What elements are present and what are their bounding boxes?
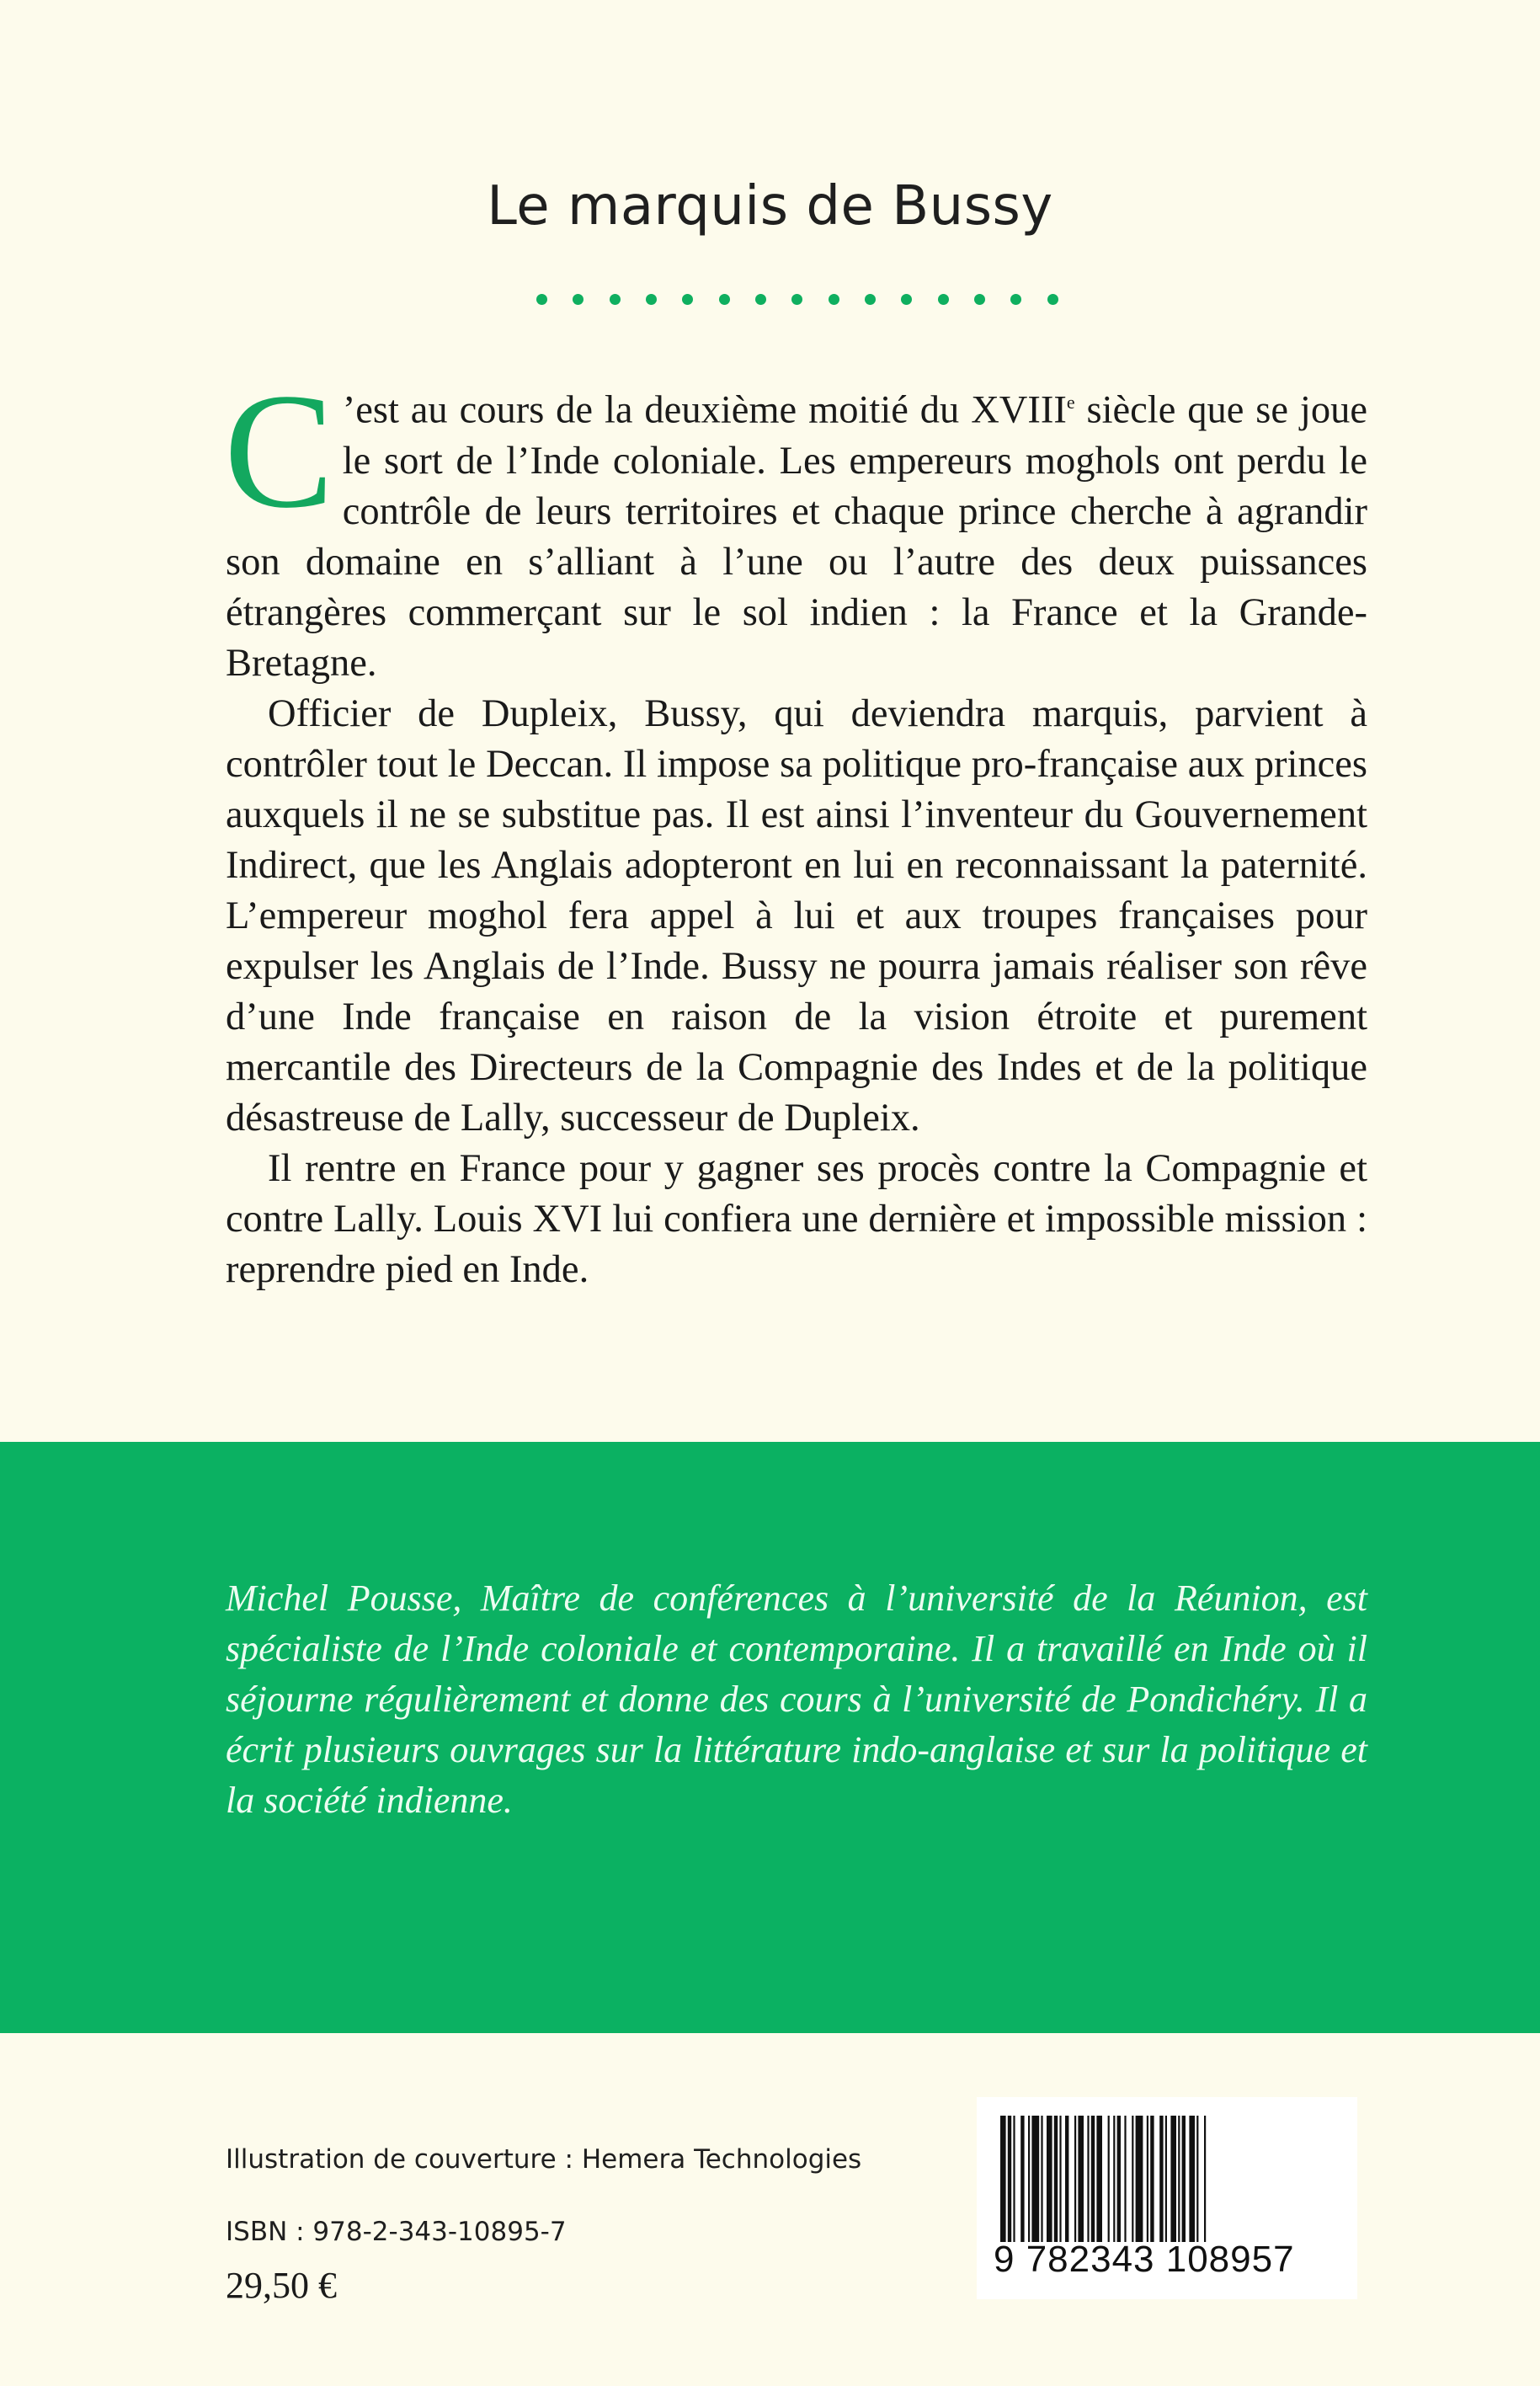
author-bio: Michel Pousse, Maître de conférences à l’université de la Réunion, est spécialiste de l’Inde coloniale et contemporaine. Il a travaillé en Inde où il séjourne régulièrement et donne des cours à l’université de Pondichéry. Il a écrit plusieurs ouvrages sur la littérature indo-anglaise et sur la politique et la société indienne. [226,1577,1367,1821]
isbn-number: ISBN : 978-2-343-10895-7 [226,2217,567,2247]
divider-dot [1010,294,1021,305]
summary-paragraph-1 [224,360,1367,689]
divider-dot [610,294,621,305]
divider-dot [829,294,839,305]
barcode [977,2097,1357,2299]
divider-dot [901,294,912,305]
summary-p1-start: ’est au cours de la deuxième moitié du XVIII [342,388,1067,432]
book-price: 29,50 € [226,2265,337,2306]
divider-dot [755,294,766,305]
divider-dot [573,294,583,305]
barcode-bars [1000,2116,1334,2242]
summary-paragraph-2: Officier de Dupleix, Bussy, qui deviendra marquis, parvient à contrôler tout le Deccan. Il impose sa politique pro-française aux princes auxquels il ne se substitue pas. Il est ainsi l’inventeur du Gouvernement Indirect, que les Anglais adopteront en lui en reconnaissant la paternité. L’empereur moghol fera appel à lui et aux troupes françaises pour expulser les Anglais de l’Inde. Bussy ne pourra jamais réaliser son rêve d’une Inde française en raison de la vision étroite et purement mercantile des Directeurs de la Compagnie des Indes et de la politique désastreuse de Lally, successeur de Dupleix. [226,691,1367,1140]
divider-dot [536,294,547,305]
divider-dot [791,294,802,305]
divider-dot [719,294,730,305]
book-title: Le marquis de Bussy [487,175,1053,238]
divider-dot [974,294,985,305]
divider-dot [1047,294,1058,305]
decorative-dot-divider [536,286,1058,312]
summary-p1-end: siècle que se joue le sort de l’Inde coloniale. Les empereurs moghols ont perdu le contrôle de leurs territoires et chaque prince cherche à agrandir son domaine en s’alliant à l’une ou l’autre des deux puissances étrangères commerçant sur le sol indien : la France et la Grande-Bretagne. [226,388,1367,685]
cover-illustration-credit: Illustration de couverture : Hemera Technologies [226,2144,862,2175]
book-summary [224,360,1367,1295]
divider-dot [682,294,693,305]
century-superscript: e [1066,392,1075,413]
summary-paragraph-3: Il rentre en France pour y gagner ses procès contre la Compagnie et contre Lally. Louis XVI lui confiera une dernière et impossible mission : reprendre pied en Inde. [226,1146,1367,1291]
drop-cap: C [224,360,334,542]
divider-dot [938,294,949,305]
divider-dot [865,294,876,305]
divider-dot [646,294,657,305]
barcode-digits: 9 782343 108957 [994,2239,1295,2280]
